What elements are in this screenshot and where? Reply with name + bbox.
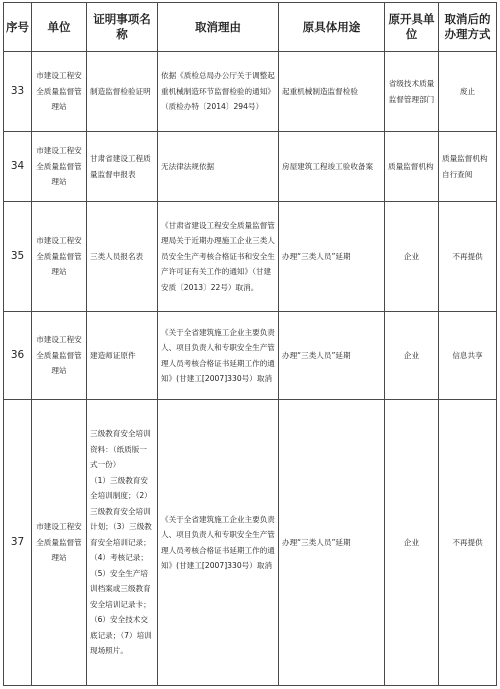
table-row: [4, 312, 497, 400]
table-row: [4, 132, 497, 202]
after-cell: 废止: [439, 52, 497, 132]
row-number: 34: [4, 132, 32, 202]
cert-name-cell: 三类人员报名表: [87, 202, 158, 312]
reason-cell: 无法律法规依据: [158, 132, 279, 202]
header-issuer: 原开具单位: [385, 3, 439, 52]
unit-cell: 市建设工程安全质量监督管理站: [32, 202, 87, 312]
issuer-cell: 质量监督机构: [385, 132, 439, 202]
after-cell: 不再提供: [439, 202, 497, 312]
header-seq: 序号: [4, 3, 32, 52]
row-number: 35: [4, 202, 32, 312]
table-row: [4, 202, 497, 312]
cert-name-cell: 甘肃省建设工程质量监督申报表: [87, 132, 158, 202]
use-cell: 办理“三类人员”延期: [279, 400, 385, 686]
table-header-row: [4, 3, 497, 52]
issuer-cell: 企业: [385, 312, 439, 400]
reason-cell: 《关于全省建筑施工企业主要负责人、项目负责人和专职安全生产管理人员考核合格证书延期工作的通知》(甘建工[2007]330号）取消: [158, 400, 279, 686]
issuer-cell: 省级技术质量监督管理部门: [385, 52, 439, 132]
use-cell: 办理“三类人员”延期: [279, 202, 385, 312]
row-number: 33: [4, 52, 32, 132]
table-row: [4, 400, 497, 686]
unit-cell: 市建设工程安全质量监督管理站: [32, 312, 87, 400]
reason-cell: 《关于全省建筑施工企业主要负责人、项目负责人和专职安全生产管理人员考核合格证书延期工作的通知》(甘建工[2007]330号）取消: [158, 312, 279, 400]
header-reason: 取消理由: [158, 3, 279, 52]
issuer-cell: 企业: [385, 400, 439, 686]
unit-cell: 市建设工程安全质量监督管理站: [32, 132, 87, 202]
after-cell: 质量监督机构自行查阅: [439, 132, 497, 202]
header-use: 原具体用途: [279, 3, 385, 52]
header-after: 取消后的办理方式: [439, 3, 497, 52]
table-row: [4, 52, 497, 132]
header-name: 证明事项名称: [87, 3, 158, 52]
issuer-cell: 企业: [385, 202, 439, 312]
reason-cell: 依据《质检总局办公厅关于调整起重机械制造环节监督检验的通知》（质检办特〔2014〕294号）: [158, 52, 279, 132]
after-cell: 不再提供: [439, 400, 497, 686]
cert-name-cell: 制造监督检验证明: [87, 52, 158, 132]
cert-name-cell: 建造师证原件: [87, 312, 158, 400]
certificate-cancellation-table: [3, 2, 497, 686]
use-cell: 办理“三类人员”延期: [279, 312, 385, 400]
after-cell: 信息共享: [439, 312, 497, 400]
unit-cell: 市建设工程安全质量监督管理站: [32, 52, 87, 132]
use-cell: 房屋建筑工程竣工验收备案: [279, 132, 385, 202]
use-cell: 起重机械制造监督检验: [279, 52, 385, 132]
header-unit: 单位: [32, 3, 87, 52]
row-number: 36: [4, 312, 32, 400]
unit-cell: 市建设工程安全质量监督管理站: [32, 400, 87, 686]
cert-name-cell: 三级教育安全培训资料：（纸质版一式一份） （1）三级教育安全培训制度；（2）三级教育安全培训计划；（3）三级教育安全培训记录；（4）考核记录；（5）安全生产培训档案或三级教育安全培训记录卡；（6）安全技术交底记录；（7）培训现场照片。: [87, 400, 158, 686]
reason-cell: 《甘肃省建设工程安全质量监督管理局关于近期办理施工企业三类人员安全生产考核合格证书和安全生产许可证有关工作的通知》（甘建安质〔2013〕22号）取消。: [158, 202, 279, 312]
row-number: 37: [4, 400, 32, 686]
